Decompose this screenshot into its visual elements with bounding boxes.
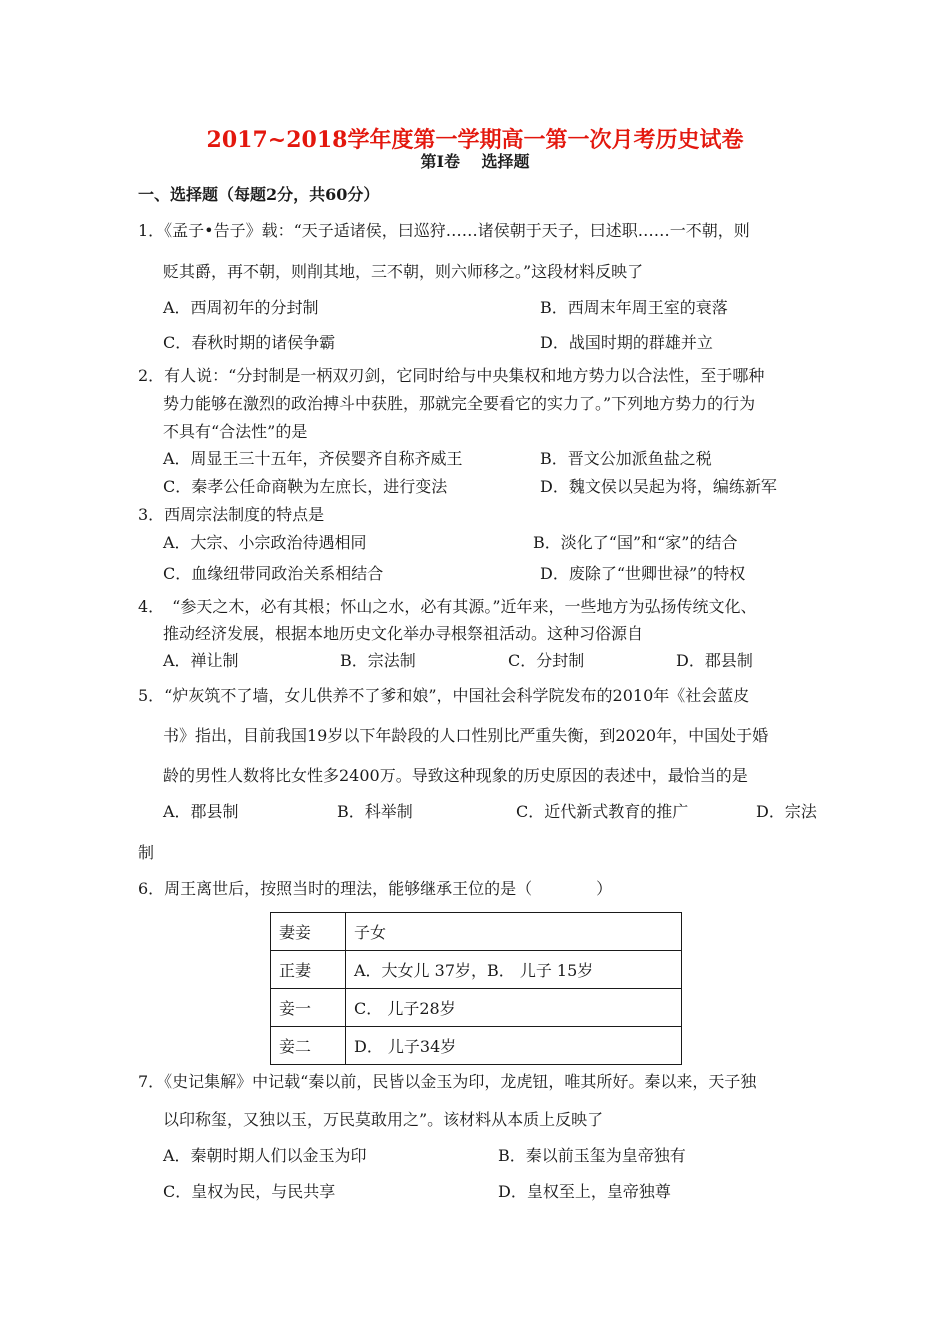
q7-stem-line2: 以印称玺，又独以玉，万民莫敢用之”。该材料从本质上反映了: [163, 1110, 604, 1129]
q7-stem-line1: 7．《史记集解》中记载“秦以前，民皆以金玉为印，龙虎钮，唯其所好。秦以来，天子独: [138, 1072, 757, 1091]
q2-option-c: C．秦孝公任命商鞅为左庶长，进行变法: [163, 477, 448, 496]
q1-option-d: D．战国时期的群雄并立: [540, 333, 713, 352]
q4-option-b: B．宗法制: [340, 651, 416, 670]
q1-stem-line1: 1．《孟子•告子》载：“天子适诸侯，曰巡狩……诸侯朝于天子，曰述职……一不朝，则: [138, 221, 750, 240]
q2-stem-line1: 2．有人说：“分封制是一柄双刃剑，它同时给与中央集权和地方势力以合法性，至于哪种: [138, 366, 765, 385]
q4-stem-line2: 推动经济发展，根据本地历史文化举办寻根祭祖活动。这种习俗源自: [163, 624, 644, 643]
q7-option-b: B．秦以前玉玺为皇帝独有: [498, 1146, 686, 1165]
q1-option-b: B．西周末年周王室的衰落: [540, 298, 728, 317]
table-cell: 妾一: [271, 989, 346, 1027]
q2-stem-line2: 势力能够在激烈的政治搏斗中获胜，那就完全要看它的实力了。”下列地方势力的行为: [163, 394, 756, 413]
part-subtitle: 第Ⅰ卷 选择题: [420, 152, 530, 171]
q7-option-c: C．皇权为民，与民共享: [163, 1182, 336, 1201]
q5-option-b: B．科举制: [337, 802, 413, 821]
q1-option-a: A．西周初年的分封制: [163, 298, 319, 317]
q5-stem-line3: 龄的男性人数将比女性多2400万。导致这种现象的历史原因的表述中，最恰当的是: [163, 766, 748, 785]
q5-option-d-continued: 制: [138, 843, 155, 862]
table-cell: A．大女儿 37岁，B． 儿子 15岁: [346, 951, 682, 989]
q7-option-a: A．秦朝时期人们以金玉为印: [163, 1146, 367, 1165]
q4-option-a: A．禅让制: [163, 651, 239, 670]
q2-option-b: B．晋文公加派鱼盐之税: [540, 449, 712, 468]
q5-stem-line1: 5．“炉灰筑不了墙，女儿供养不了爹和娘”，中国社会科学院发布的2010年《社会蓝皮: [138, 686, 750, 705]
q1-stem-line2: 贬其爵，再不朝，则削其地，三不朝，则六师移之。”这段材料反映了: [163, 262, 644, 281]
q2-option-d: D．魏文侯以吴起为将，编练新军: [540, 477, 777, 496]
table-cell: 正妻: [271, 951, 346, 989]
q3-option-c: C．血缘纽带同政治关系相结合: [163, 564, 384, 583]
q4-option-d: D．郡县制: [676, 651, 753, 670]
table-row: [271, 989, 682, 1027]
q4-option-c: C．分封制: [508, 651, 585, 670]
table-cell: 子女: [346, 913, 682, 951]
table-cell: 妾二: [271, 1027, 346, 1065]
q3-option-b: B．淡化了“国”和“家”的结合: [533, 533, 738, 552]
q5-option-d: D．宗法: [756, 802, 817, 821]
q3-option-d: D．废除了“世卿世禄”的特权: [540, 564, 746, 583]
table-row: [271, 951, 682, 989]
q2-stem-line3: 不具有“合法性”的是: [163, 422, 308, 441]
table-cell: 妻妾: [271, 913, 346, 951]
table-row: [271, 1027, 682, 1065]
q5-option-a: A．郡县制: [163, 802, 239, 821]
q7-option-d: D．皇权至上，皇帝独尊: [498, 1182, 671, 1201]
q5-option-c: C．近代新式教育的推广: [516, 802, 689, 821]
q6-succession-table: [270, 912, 682, 1065]
q6-stem: 6．周王离世后，按照当时的理法，能够继承王位的是（ ）: [138, 879, 613, 898]
q3-option-a: A．大宗、小宗政治待遇相同: [163, 533, 367, 552]
table-cell: D． 儿子34岁: [346, 1027, 682, 1065]
q4-stem-line1: 4． “参天之木，必有其根；怀山之水，必有其源。”近年来，一些地方为弘扬传统文化、: [138, 597, 757, 616]
exam-title: 2017~2018学年度第一学期高一第一次月考历史试卷: [206, 127, 744, 153]
q5-stem-line2: 书》指出，目前我国19岁以下年龄段的人口性别比严重失衡，到2020年，中国处于婚: [163, 726, 769, 745]
q3-stem: 3．西周宗法制度的特点是: [138, 505, 325, 524]
table-row: [271, 913, 682, 951]
section-heading: 一、选择题（每题2分，共60分）: [138, 185, 380, 204]
q1-option-c: C．春秋时期的诸侯争霸: [163, 333, 336, 352]
q2-option-a: A．周显王三十五年，齐侯婴齐自称齐威王: [163, 449, 463, 468]
table-cell: C． 儿子28岁: [346, 989, 682, 1027]
